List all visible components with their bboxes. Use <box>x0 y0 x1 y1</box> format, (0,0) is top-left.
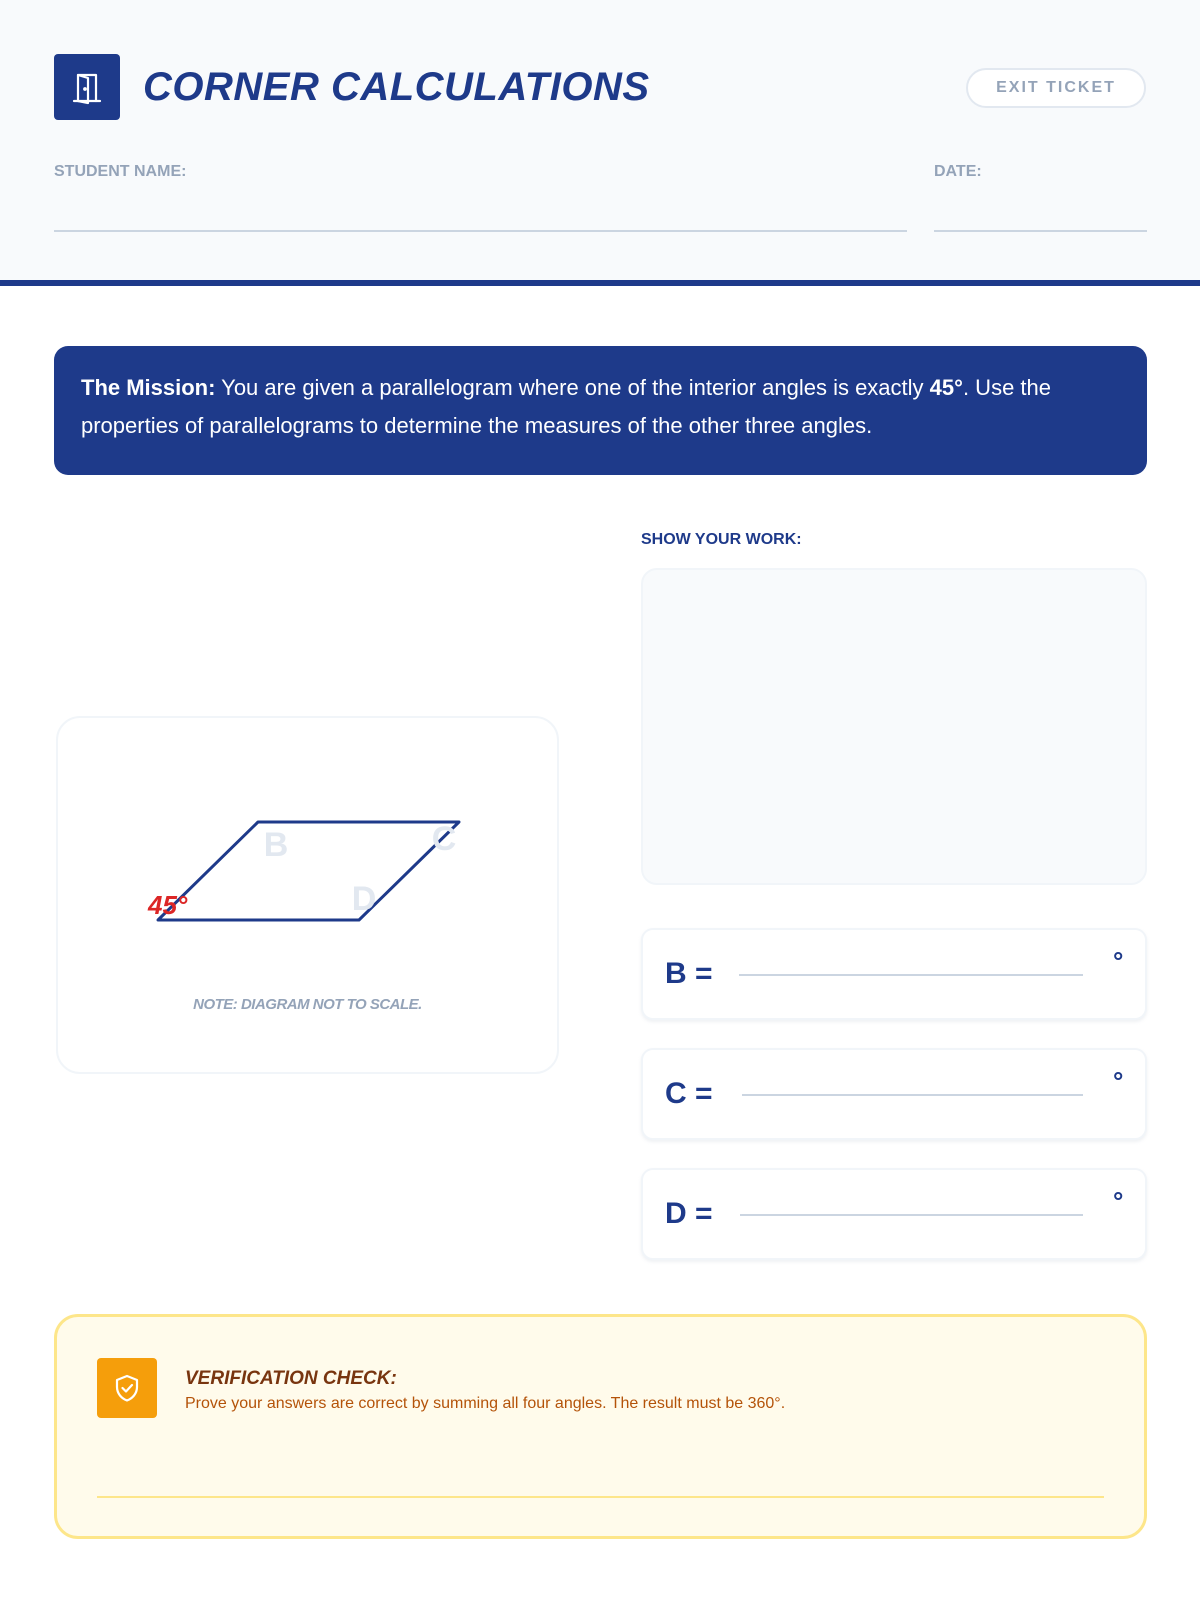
vertex-label-d: D <box>351 880 377 918</box>
mission-text-after: . Use the properties of parallelograms to determine the measures of the other three angles. <box>81 375 1051 438</box>
work-area[interactable] <box>641 568 1147 885</box>
page-title: CORNER CALCULATIONS <box>143 65 650 109</box>
answer-c-box <box>641 1048 1147 1140</box>
exit-ticket-badge: EXIT TICKET <box>966 68 1146 108</box>
mission-banner <box>54 346 1147 475</box>
date-label: DATE: <box>934 163 982 180</box>
mission-angle: 45° <box>929 375 963 400</box>
scale-note: NOTE: DIAGRAM NOT TO SCALE. <box>193 996 422 1013</box>
logo-badge <box>54 54 120 120</box>
student-name-label: STUDENT NAME: <box>54 163 187 180</box>
answer-c-label: C = <box>665 1077 713 1110</box>
verification-box <box>54 1314 1147 1539</box>
answer-d-label: D = <box>665 1197 713 1230</box>
show-work-label: SHOW YOUR WORK: <box>641 531 802 548</box>
answer-c-input[interactable] <box>742 1094 1083 1096</box>
shield-badge <box>97 1358 157 1418</box>
door-icon <box>69 69 105 105</box>
mission-label: The Mission: <box>81 375 216 400</box>
verification-answer-line[interactable] <box>97 1496 1104 1498</box>
shield-check-icon <box>112 1373 142 1403</box>
degree-symbol: ° <box>1113 1186 1124 1216</box>
given-angle-label: 45° <box>148 890 188 920</box>
answer-d-box <box>641 1168 1147 1260</box>
answer-d-input[interactable] <box>740 1214 1083 1216</box>
worksheet-header <box>0 0 1200 286</box>
degree-symbol: ° <box>1113 946 1124 976</box>
answer-b-box <box>641 928 1147 1020</box>
answer-b-input[interactable] <box>739 974 1083 976</box>
verification-title: VERIFICATION CHECK: <box>185 1368 397 1389</box>
vertex-label-b: B <box>263 826 289 864</box>
parallelogram-diagram <box>58 718 561 1076</box>
diagram-card <box>56 716 559 1074</box>
parallelogram-shape <box>158 822 459 920</box>
verification-text: Prove your answers are correct by summing all four angles. The result must be 360°. <box>185 1395 786 1412</box>
student-name-field[interactable] <box>54 230 907 232</box>
vertex-label-c: C <box>431 820 457 858</box>
date-field[interactable] <box>934 230 1147 232</box>
mission-text-before: You are given a parallelogram where one of the interior angles is exactly <box>215 375 930 400</box>
answer-b-label: B = <box>665 957 713 990</box>
degree-symbol: ° <box>1113 1066 1124 1096</box>
